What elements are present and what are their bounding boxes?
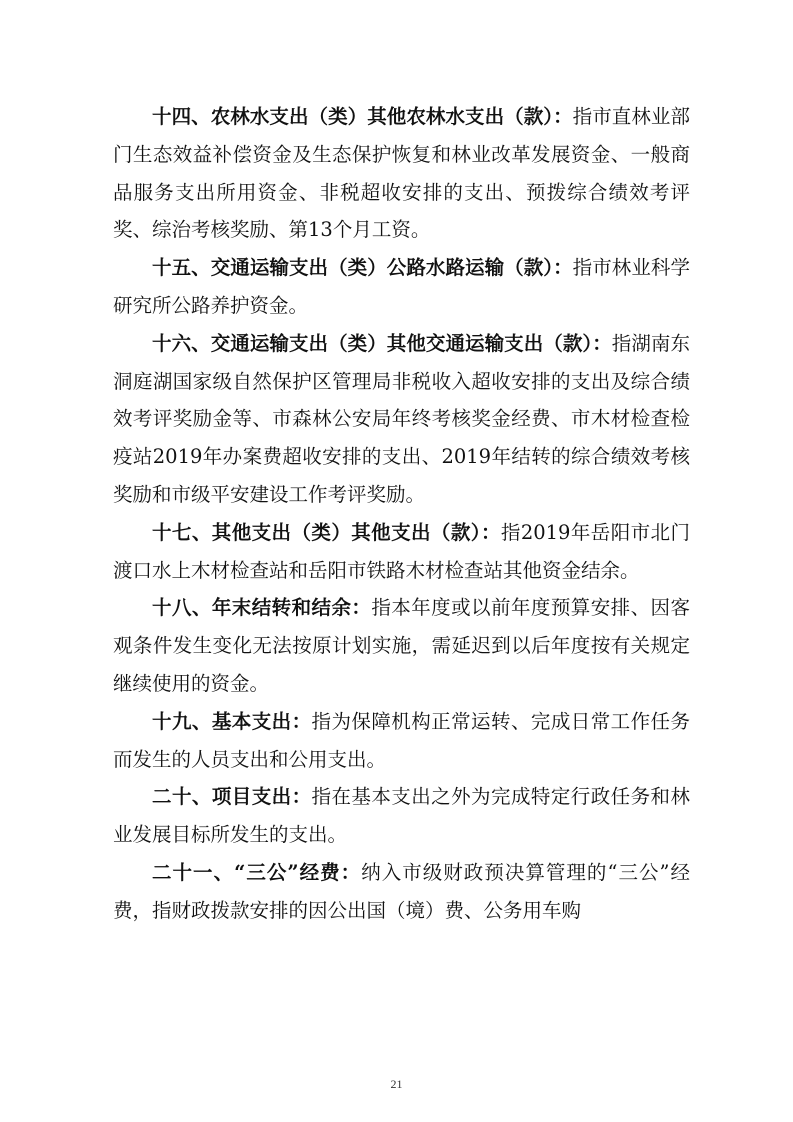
body-text [113, 98, 690, 930]
paragraph-body: 指在基本支出之外为完成特定行政任务和林业发展目标所发生的支出。 [113, 785, 690, 847]
paragraph-body: 纳入市级财政预决算管理的“三公”经费，指财政拨款安排的因公出国（境）费、公务用车购 [113, 860, 690, 922]
paragraph-heading: 十八、年末结转和结余： [152, 596, 372, 620]
paragraph-body: 指湖南东洞庭湖国家级自然保护区管理局非税收入超收安排的支出及综合绩效考评奖励金等、市森林公安局年终考核奖金经费、市木材检查检疫站2019年办案费超收安排的支出、2019年结转的综合绩效考核奖励和市级平安建设工作考评奖励。 [113, 331, 690, 506]
paragraph-heading: 十九、基本支出： [152, 709, 312, 733]
paragraph-heading: 十七、其他支出（类）其他支出（款）： [152, 520, 501, 544]
paragraph-heading: 二十、项目支出： [152, 785, 312, 809]
paragraph-body: 指2019年岳阳市北门渡口水上木材检查站和岳阳市铁路木材检查站其他资金结余。 [113, 520, 690, 582]
paragraph-body: 指市直林业部门生态效益补偿资金及生态保护恢复和林业改革发展资金、一般商品服务支出所用资金、非税超收安排的支出、预拨综合绩效考评奖、综治考核奖励、第13个月工资。 [113, 105, 690, 242]
page-number: 21 [390, 1077, 403, 1091]
paragraph-body: 指为保障机构正常运转、完成日常工作任务而发生的人员支出和公用支出。 [113, 709, 690, 771]
paragraph-heading: 二十一、“三公”经费： [152, 860, 362, 884]
paragraph-15 [113, 249, 690, 325]
paragraph-heading: 十五、交通运输支出（类）公路水路运输（款）： [152, 256, 573, 280]
paragraph-heading: 十四、农林水支出（类）其他农林水支出（款）： [152, 105, 573, 128]
paragraph-heading: 十六、交通运输支出（类）其他交通运输支出（款）： [152, 331, 612, 355]
paragraph-21 [113, 854, 690, 930]
paragraph-19 [113, 703, 690, 779]
paragraph-18 [113, 589, 690, 702]
paragraph-14 [113, 98, 690, 249]
paragraph-body: 指市林业科学研究所公路养护资金。 [113, 256, 690, 317]
paragraph-16 [113, 325, 690, 514]
paragraph-body: 指本年度或以前年度预算安排、因客观条件发生变化无法按原计划实施，需延迟到以后年度按有关规定继续使用的资金。 [113, 596, 690, 695]
paragraph-20 [113, 778, 690, 854]
paragraph-17 [113, 514, 690, 590]
